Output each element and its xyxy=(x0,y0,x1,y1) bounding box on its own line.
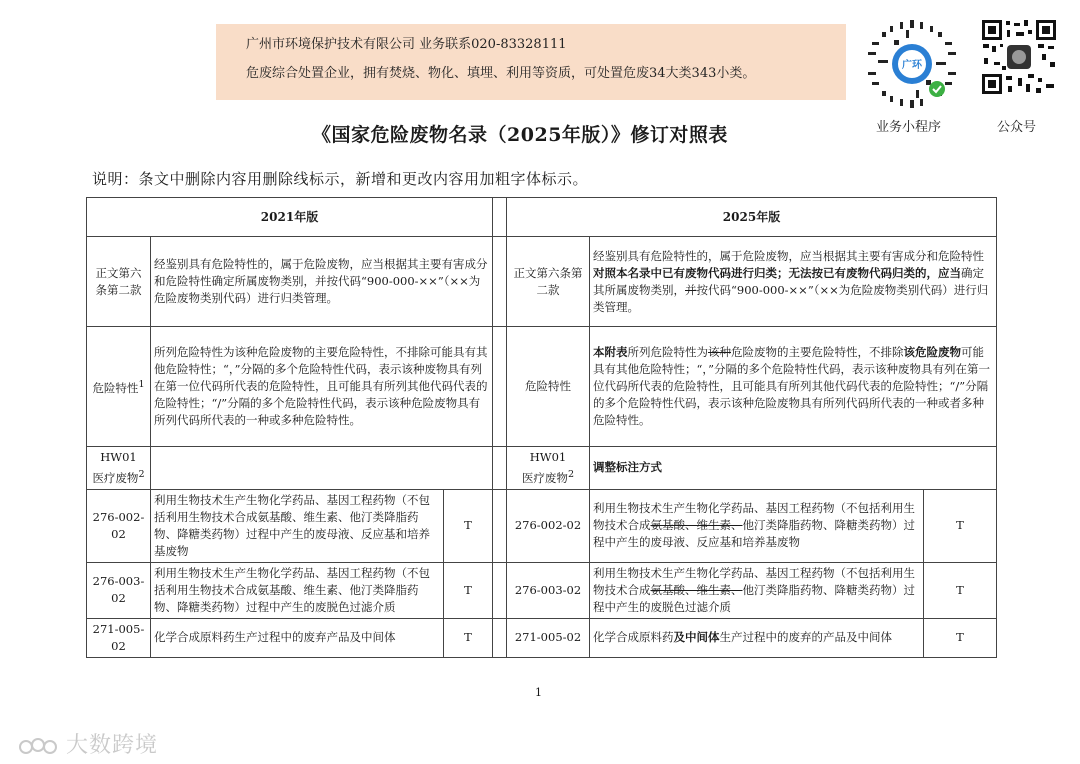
hazard-code-2021: T xyxy=(444,618,493,657)
waste-code-2021: 271-005-02 xyxy=(87,618,151,657)
mini-brand-text: 广环 xyxy=(902,60,922,71)
deleted-text: 并 xyxy=(685,282,697,297)
row-label-2025: 正文第六条第二款 xyxy=(507,237,590,327)
table-row xyxy=(87,562,997,618)
waste-code-2025: 271-005-02 xyxy=(507,618,590,657)
banner-qualification-line: 危废综合处置企业，拥有焚烧、物化、填埋、利用等资质，可处置危废34大类343小类。 xyxy=(246,66,756,81)
public-account-qr-code[interactable] xyxy=(980,18,1058,96)
company-banner xyxy=(216,24,846,100)
table-row xyxy=(87,489,997,562)
table-row-hw01 xyxy=(87,447,997,490)
waste-code-2021: 276-003-02 xyxy=(87,562,151,618)
added-text: 及中间体 xyxy=(673,630,720,645)
waste-desc-2021: 化学合成原料药生产过程中的废弃产品及中间体 xyxy=(151,618,444,657)
row-label-2025: 危险特性 xyxy=(507,327,590,447)
table-row-article6 xyxy=(87,237,997,327)
page-number: 1 xyxy=(535,686,542,699)
row-text-2025: 经鉴别具有危险特性的，属于危险废物，应当根据其主要有害成分和危险特性对照本名录中已有废物代码进行归类；无法按已有废物代码归类的，应当确定其所属废物类别，并按代码“900-000-××”（××为危险废物类别代码）进行归类管理。 xyxy=(590,237,997,327)
watermark-text: 大数跨境 xyxy=(66,733,159,758)
watermark-logo-icon xyxy=(18,735,58,757)
watermark xyxy=(18,728,158,759)
row-text-2025: 调整标注方式 xyxy=(590,447,997,490)
waste-desc-2025: 利用生物技术生产生物化学药品、基因工程药物（不包括利用生物技术合成氨基酸、维生素、他汀类降脂药物、降糖类药物）过程中产生的废母液、反应基和培养基废物 xyxy=(590,489,924,562)
mini-program-qr-code[interactable] xyxy=(866,18,958,110)
table-header-row xyxy=(87,198,997,237)
comparison-table xyxy=(86,197,997,658)
mini-program-code-icon xyxy=(866,18,958,110)
column-gap xyxy=(493,198,507,237)
hazard-code-2021: T xyxy=(444,562,493,618)
row-text-2021: 所列危险特性为该种危险废物的主要危险特性，不排除可能具有其他危险特性；“，”分隔的多个危险特性代码，表示该种废物具有列在第一位代码所代表的危险特性，且可能具有所列其他代码代表的危险特性；“/”分隔的多个危险特性代码，表示该种危险废物具有所列代码所代表的一种或多种危险特性。 xyxy=(151,327,493,447)
document-title: 《国家危险废物名录（2025年版）》修订对照表 xyxy=(312,124,728,146)
header-2025: 2025年版 xyxy=(507,198,997,237)
explanation-note: 说明：条文中删除内容用删除线标示，新增和更改内容用加粗字体标示。 xyxy=(92,170,589,188)
deleted-text: 该种 xyxy=(708,345,731,359)
row-label-2021: 危险特性$^1$ xyxy=(87,327,151,447)
row-text-2021: 经鉴别具有危险特性的，属于危险废物，应当根据其主要有害成分和危险特性确定所属废物类别，并按代码“900-000-××”（××为危险废物类别代码）进行归类管理。 xyxy=(151,237,493,327)
added-text: 本附表 xyxy=(593,345,628,359)
hazard-code-2021: T xyxy=(444,489,493,562)
waste-desc-2021: 利用生物技术生产生物化学药品、基因工程药物（不包括利用生物技术合成氨基酸、维生素、他汀类降脂药物、降糖类药物）过程中产生的废脱色过滤介质 xyxy=(151,562,444,618)
deleted-text: 氨基酸、维生素、 xyxy=(650,582,743,597)
hazard-code-2025: T xyxy=(924,618,997,657)
waste-desc-2025: 利用生物技术生产生物化学药品、基因工程药物（不包括利用生物技术合成氨基酸、维生素、他汀类降脂药物、降糖类药物）过程中产生的废脱色过滤介质 xyxy=(590,562,924,618)
waste-code-2025: 276-002-02 xyxy=(507,489,590,562)
added-text: 该危险废物 xyxy=(903,345,961,359)
public-account-label: 公众号 xyxy=(997,120,1037,135)
mini-program-label: 业务小程序 xyxy=(876,120,942,135)
waste-desc-2021: 利用生物技术生产生物化学药品、基因工程药物（不包括利用生物技术合成氨基酸、维生素、他汀类降脂药物、降糖类药物）过程中产生的废母液、反应基和培养基废物 xyxy=(151,489,444,562)
category-2021: HW01 医疗废物$^2$ xyxy=(87,447,151,490)
qr-code-icon xyxy=(980,18,1058,96)
table-row xyxy=(87,618,997,657)
row-label-2021: 正文第六条第二款 xyxy=(87,237,151,327)
category-2025: HW01 医疗废物$^2$ xyxy=(507,447,590,490)
waste-desc-2025: 化学合成原料药及中间体生产过程中的废弃的产品及中间体 xyxy=(590,618,924,657)
hazard-code-2025: T xyxy=(924,562,997,618)
table-row-hazard xyxy=(87,327,997,447)
hazard-code-2025: T xyxy=(924,489,997,562)
row-text-2025: 本附表所列危险特性为该种危险废物的主要危险特性，不排除该危险废物可能具有其他危险特性；“，”分隔的多个危险特性代码，表示该种废物具有列在第一位代码所代表的危险特性，且可能具有所列其他代码代表的危险特性；“/”分隔的多个危险特性代码，表示该种危险废物具有所列代码所代表的一种或者多种危险特性。 xyxy=(590,327,997,447)
added-text: 对照本名录中已有废物代码进行归类；无法按已有废物代码归类的，应当 xyxy=(593,265,961,280)
waste-code-2025: 276-003-02 xyxy=(507,562,590,618)
header-2021: 2021年版 xyxy=(87,198,493,237)
deleted-text: 氨基酸、维生素、 xyxy=(650,518,743,533)
banner-contact-line: 广州市环境保护技术有限公司 业务联系020-83328111 xyxy=(246,37,567,52)
waste-code-2021: 276-002-02 xyxy=(87,489,151,562)
